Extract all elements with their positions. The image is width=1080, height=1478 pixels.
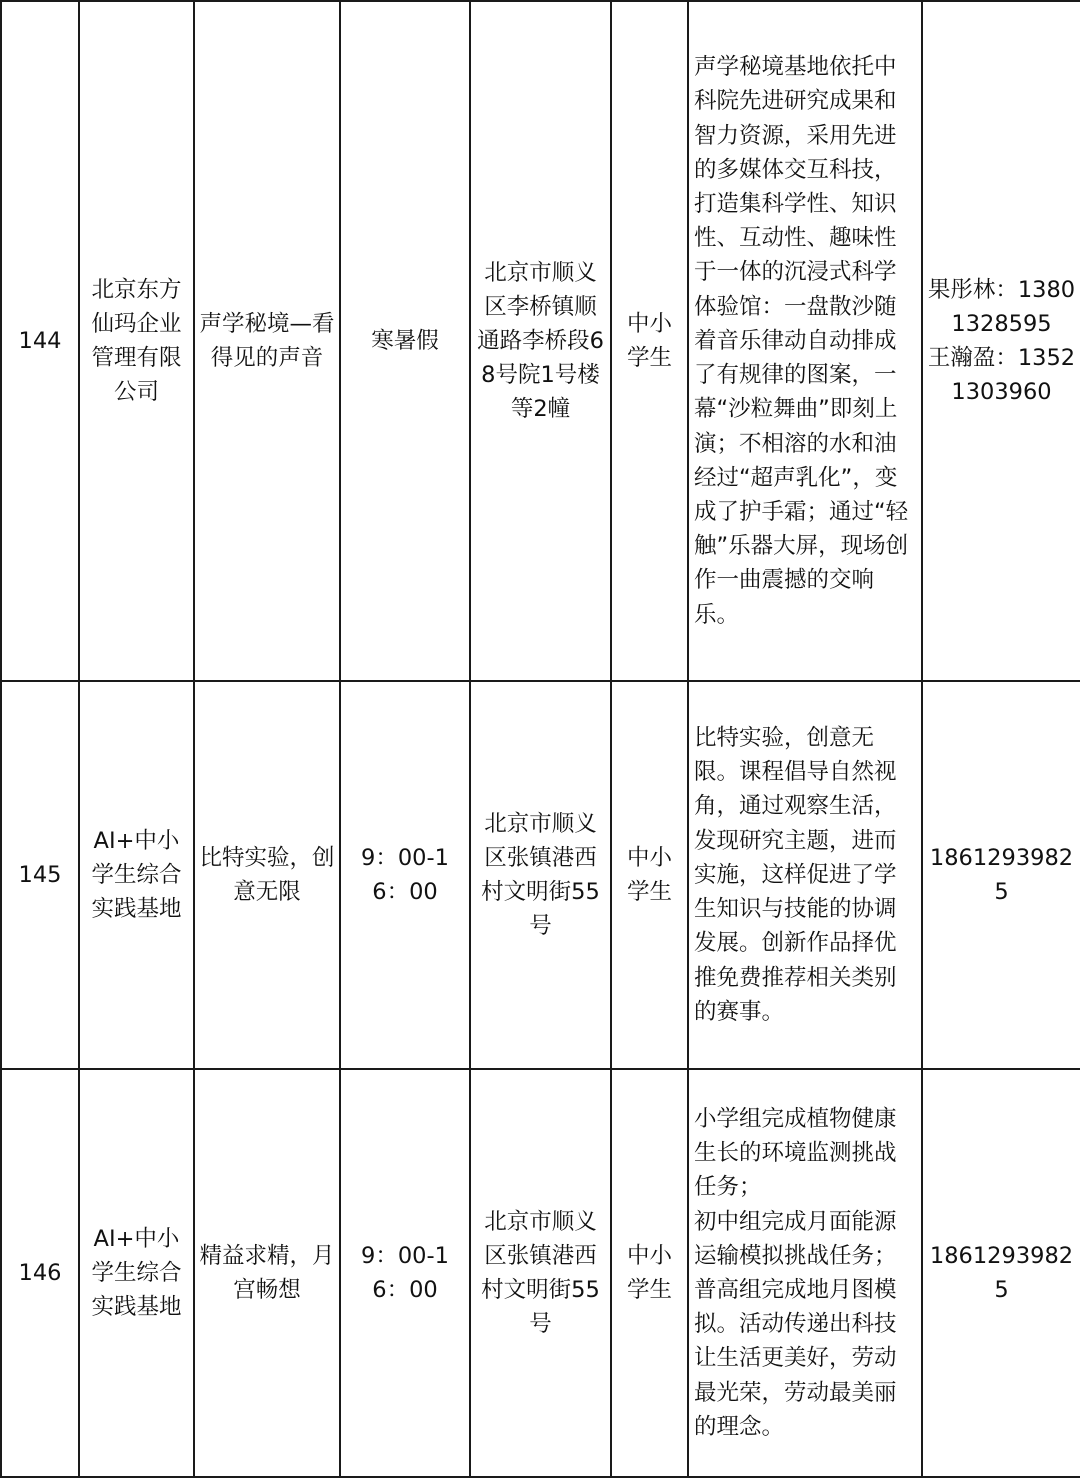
activity-name-cell: 声学秘境—看得见的声音	[194, 1, 340, 681]
table-row	[1, 1069, 1080, 1477]
time-cell: 9：00-16：00	[340, 681, 470, 1069]
audience-cell: 中小学生	[611, 1069, 688, 1477]
row-number: 144	[1, 1, 79, 681]
description-cell: 声学秘境基地依托中科院先进研究成果和智力资源，采用先进的多媒体交互科技，打造集科学性、知识性、互动性、趣味性于一体的沉浸式科学体验馆：一盘散沙随着音乐律动自动排成了有规律的图案，一幕“沙粒舞曲”即刻上演；不相溶的水和油经过“超声乳化”，变成了护手霜；通过“轻触”乐器大屏，现场创作一曲震撼的交响乐。	[688, 1, 922, 681]
audience-cell: 中小学生	[611, 681, 688, 1069]
contact-line: 王瀚盈：13521303960	[927, 345, 1076, 405]
contact-line: 18612939825	[929, 1243, 1074, 1303]
description-cell: 比特实验，创意无限。课程倡导自然视角，通过观察生活，发现研究主题，进而实施，这样促进了学生知识与技能的协调发展。创新作品择优推免费推荐相关类别的赛事。	[688, 681, 922, 1069]
address-cell: 北京市顺义区李桥镇顺通路李桥段68号院1号楼等2幢	[470, 1, 611, 681]
row-number: 146	[1, 1069, 79, 1477]
audience-cell: 中小学生	[611, 1, 688, 681]
table-row	[1, 1, 1080, 681]
time-cell: 9：00-16：00	[340, 1069, 470, 1477]
description-line: 小学组完成植物健康生长的环境监测挑战任务；	[694, 1105, 897, 1201]
contact-cell	[922, 1, 1080, 681]
row-number: 145	[1, 681, 79, 1069]
activity-name-cell: 比特实验，创意无限	[194, 681, 340, 1069]
contact-line: 果彤林：13801328595	[927, 277, 1076, 337]
activity-name-cell: 精益求精，月宫畅想	[194, 1069, 340, 1477]
organization-cell: 北京东方仙玛企业管理有限公司	[79, 1, 194, 681]
contact-cell	[922, 681, 1080, 1069]
description-line: 普高组完成地月图模拟。活动传递出科技让生活更美好，劳动最光荣，劳动最美丽的理念。	[694, 1277, 897, 1440]
description-cell	[688, 1069, 922, 1477]
contact-line: 18612939825	[929, 845, 1074, 905]
organization-cell: AI+中小学生综合实践基地	[79, 1069, 194, 1477]
address-cell: 北京市顺义区张镇港西村文明街55号	[470, 681, 611, 1069]
table-row	[1, 681, 1080, 1069]
contact-cell	[922, 1069, 1080, 1477]
time-cell: 寒暑假	[340, 1, 470, 681]
description-line: 初中组完成月面能源运输模拟挑战任务；	[694, 1208, 897, 1269]
address-cell: 北京市顺义区张镇港西村文明街55号	[470, 1069, 611, 1477]
organization-cell: AI+中小学生综合实践基地	[79, 681, 194, 1069]
